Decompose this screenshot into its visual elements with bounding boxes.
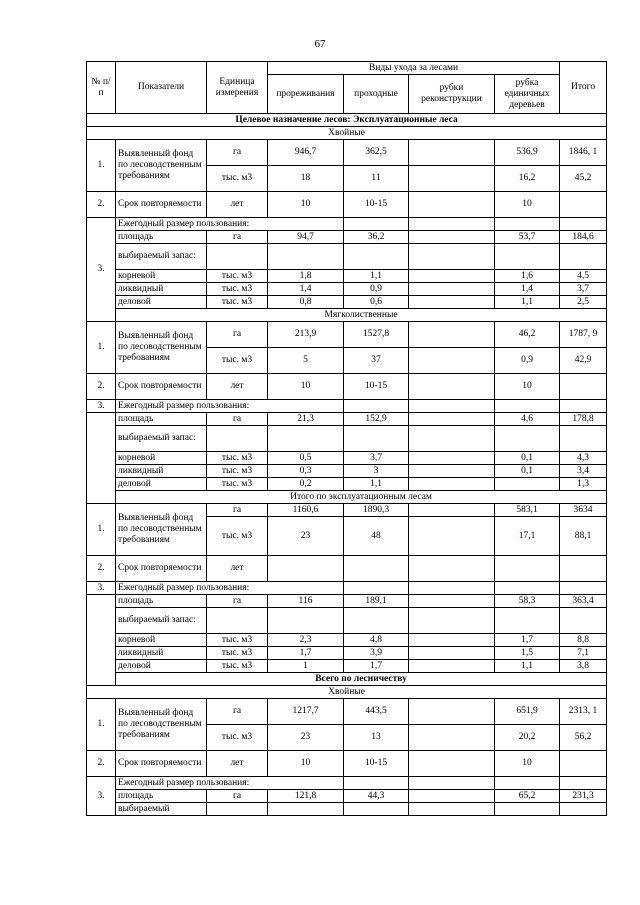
value-cell [409, 556, 495, 582]
row-number: 2. [87, 192, 116, 218]
value-cell [409, 725, 495, 751]
unit-cell: тыс. м3 [207, 452, 268, 465]
row-number: 3. [87, 400, 116, 413]
header-single-trees: рубка единичных деревьев [495, 75, 560, 114]
value-cell [495, 478, 560, 491]
total-cell [560, 192, 607, 218]
value-cell: 1,7 [495, 634, 560, 647]
value-cell: 121,8 [268, 790, 344, 803]
total-cell: 42,9 [560, 348, 607, 374]
total-cell: 231,3 [560, 790, 607, 803]
total-cell [560, 374, 607, 400]
value-cell: 0,1 [495, 465, 560, 478]
total-cell: 88,1 [560, 517, 607, 556]
value-cell: 362,5 [344, 140, 409, 166]
total-cell: 1,3 [560, 478, 607, 491]
row-number: 3. [87, 777, 116, 816]
value-cell: 58,3 [495, 595, 560, 608]
header-reconstruction: рубки реконструкции [409, 75, 495, 114]
row-label: корневой [116, 634, 207, 647]
unit-cell: лет [207, 192, 268, 218]
value-cell: 17,1 [495, 517, 560, 556]
value-cell: 10 [268, 374, 344, 400]
total-cell: 56,2 [560, 725, 607, 751]
row-label: ликвидный [116, 283, 207, 296]
value-cell: 23 [268, 725, 344, 751]
value-cell [268, 556, 344, 582]
unit-cell: тыс. м3 [207, 660, 268, 673]
header-thinning: прореживания [268, 75, 344, 114]
unit-cell: тыс. м3 [207, 348, 268, 374]
row-number: 2. [87, 374, 116, 400]
value-cell: 36,2 [344, 231, 409, 244]
row-label: Выявленный фонд по лесоводственным требованиям [116, 699, 207, 751]
value-cell: 1,1 [495, 660, 560, 673]
unit-cell: тыс. м3 [207, 166, 268, 192]
value-cell: 443,5 [344, 699, 409, 725]
row-label: Ежегодный размер пользования: [116, 218, 344, 231]
total-cell: 8,8 [560, 634, 607, 647]
unit-cell: тыс. м3 [207, 634, 268, 647]
header-total: Итого [560, 62, 607, 114]
value-cell: 651,9 [495, 699, 560, 725]
unit-cell: тыс. м3 [207, 478, 268, 491]
value-cell: 152,9 [344, 413, 409, 426]
value-cell: 116 [268, 595, 344, 608]
unit-cell: га [207, 504, 268, 517]
unit-cell: тыс. м3 [207, 465, 268, 478]
unit-cell: тыс. м3 [207, 296, 268, 309]
unit-cell: тыс. м3 [207, 647, 268, 660]
value-cell [409, 517, 495, 556]
value-cell [409, 790, 495, 803]
value-cell [409, 270, 495, 283]
row-label: ликвидный [116, 647, 207, 660]
row-number: 1. [87, 504, 116, 556]
value-cell: 1,7 [268, 647, 344, 660]
value-cell: 583,1 [495, 504, 560, 517]
value-cell [409, 504, 495, 517]
value-cell [409, 231, 495, 244]
value-cell [409, 595, 495, 608]
section-title: Целевое назначение лесов: Эксплуатационные леса [87, 114, 607, 127]
unit-cell: тыс. м3 [207, 517, 268, 556]
value-cell [409, 413, 495, 426]
total-cell: 1846, 1 [560, 140, 607, 166]
total-cell: 45,2 [560, 166, 607, 192]
value-cell: 536,9 [495, 140, 560, 166]
value-cell: 10 [495, 374, 560, 400]
unit-cell: га [207, 231, 268, 244]
value-cell [409, 374, 495, 400]
value-cell: 23 [268, 517, 344, 556]
group-title: Мягколиственные [116, 309, 607, 322]
value-cell: 10 [495, 192, 560, 218]
value-cell: 1527,8 [344, 322, 409, 348]
forest-care-table [86, 61, 607, 816]
row-label: площадь [116, 231, 207, 244]
row-number: 3. [87, 218, 116, 322]
total-cell: 363,4 [560, 595, 607, 608]
row-number: 1. [87, 699, 116, 751]
total-cell: 178,8 [560, 413, 607, 426]
value-cell [409, 140, 495, 166]
value-cell: 189,1 [344, 595, 409, 608]
value-cell: 1,1 [344, 270, 409, 283]
total-cell: 3,7 [560, 283, 607, 296]
value-cell: 1,8 [268, 270, 344, 283]
value-cell: 0,5 [268, 452, 344, 465]
value-cell: 0,3 [268, 465, 344, 478]
row-label: Ежегодный размер пользования: [116, 582, 344, 595]
value-cell: 13 [344, 725, 409, 751]
value-cell: 10-15 [344, 751, 409, 777]
header-unit: Единица измерения [207, 62, 268, 114]
value-cell: 10-15 [344, 374, 409, 400]
row-label: площадь [116, 595, 207, 608]
value-cell [495, 556, 560, 582]
value-cell: 0,1 [495, 452, 560, 465]
row-label: Выявленный фонд по лесоводственным требованиям [116, 140, 207, 192]
value-cell: 2,3 [268, 634, 344, 647]
total-cell: 1787, 9 [560, 322, 607, 348]
total-cell: 3634 [560, 504, 607, 517]
value-cell: 1,1 [344, 478, 409, 491]
unit-cell: тыс. м3 [207, 270, 268, 283]
value-cell [409, 699, 495, 725]
unit-cell: га [207, 140, 268, 166]
value-cell: 1,4 [268, 283, 344, 296]
value-cell: 48 [344, 517, 409, 556]
section-title: Всего по лесничеству [116, 673, 607, 686]
unit-cell: лет [207, 374, 268, 400]
value-cell: 3,9 [344, 647, 409, 660]
row-label: Срок повторяемости [116, 192, 207, 218]
value-cell: 94,7 [268, 231, 344, 244]
value-cell [409, 465, 495, 478]
value-cell [409, 452, 495, 465]
value-cell: 11 [344, 166, 409, 192]
total-cell [560, 751, 607, 777]
value-cell [409, 192, 495, 218]
value-cell: 1,6 [495, 270, 560, 283]
row-label: Срок повторяемости [116, 556, 207, 582]
value-cell [409, 634, 495, 647]
value-cell: 53,7 [495, 231, 560, 244]
value-cell: 10 [268, 751, 344, 777]
value-cell: 1890,3 [344, 504, 409, 517]
value-cell: 1,5 [495, 647, 560, 660]
row-number: 1. [87, 322, 116, 374]
row-label: Срок повторяемости [116, 751, 207, 777]
value-cell: 0,9 [344, 283, 409, 296]
row-label: выбираемый [116, 803, 207, 816]
value-cell [409, 751, 495, 777]
value-cell: 1 [268, 660, 344, 673]
unit-cell: лет [207, 751, 268, 777]
value-cell: 1160,6 [268, 504, 344, 517]
total-cell: 184,6 [560, 231, 607, 244]
value-cell: 3,7 [344, 452, 409, 465]
value-cell: 18 [268, 166, 344, 192]
value-cell: 16,2 [495, 166, 560, 192]
total-cell [560, 556, 607, 582]
value-cell: 0,9 [495, 348, 560, 374]
unit-cell: га [207, 790, 268, 803]
row-label: деловой [116, 660, 207, 673]
value-cell: 0,6 [344, 296, 409, 309]
header-num: № п/п [87, 62, 116, 114]
unit-cell: лет [207, 556, 268, 582]
value-cell: 1217,7 [268, 699, 344, 725]
value-cell: 213,9 [268, 322, 344, 348]
total-cell: 7,1 [560, 647, 607, 660]
row-label: Выявленный фонд по лесоводственным требованиям [116, 322, 207, 374]
value-cell: 4,8 [344, 634, 409, 647]
row-label: корневой [116, 270, 207, 283]
header-types: Виды ухода за лесами [268, 62, 560, 75]
row-number: 2. [87, 556, 116, 582]
total-cell: 3,8 [560, 660, 607, 673]
value-cell: 37 [344, 348, 409, 374]
row-label: корневой [116, 452, 207, 465]
row-label: Ежегодный размер пользования: [116, 400, 344, 413]
row-number: 1. [87, 140, 116, 192]
value-cell [409, 296, 495, 309]
row-label: Ежегодный размер пользования: [116, 777, 344, 790]
value-cell [344, 556, 409, 582]
total-cell: 4,5 [560, 270, 607, 283]
value-cell: 10-15 [344, 192, 409, 218]
value-cell: 10 [495, 751, 560, 777]
value-cell [409, 478, 495, 491]
value-cell [409, 322, 495, 348]
unit-cell: тыс. м3 [207, 283, 268, 296]
row-number: 3. [87, 582, 116, 595]
row-label: выбираемый запас: [116, 244, 207, 270]
value-cell: 946,7 [268, 140, 344, 166]
group-title: Хвойные [87, 686, 607, 699]
row-number: 2. [87, 751, 116, 777]
value-cell: 21,3 [268, 413, 344, 426]
value-cell [409, 166, 495, 192]
row-label: площадь [116, 790, 207, 803]
row-label: Выявленный фонд по лесоводственным требованиям [116, 504, 207, 556]
value-cell: 44,3 [344, 790, 409, 803]
row-label: деловой [116, 478, 207, 491]
unit-cell: га [207, 413, 268, 426]
header-indicator: Показатели [116, 62, 207, 114]
unit-cell: га [207, 322, 268, 348]
value-cell: 0,2 [268, 478, 344, 491]
value-cell: 4,6 [495, 413, 560, 426]
value-cell: 65,2 [495, 790, 560, 803]
group-title: Итого по эксплуатационным лесам [116, 491, 607, 504]
value-cell: 0,8 [268, 296, 344, 309]
value-cell: 10 [268, 192, 344, 218]
value-cell: 5 [268, 348, 344, 374]
value-cell: 1,7 [344, 660, 409, 673]
group-title: Хвойные [87, 127, 607, 140]
row-label: выбираемый запас: [116, 608, 207, 634]
page-number: 67 [314, 38, 326, 50]
value-cell [409, 660, 495, 673]
row-label: ликвидный [116, 465, 207, 478]
value-cell [409, 647, 495, 660]
total-cell: 2,5 [560, 296, 607, 309]
total-cell: 4,3 [560, 452, 607, 465]
unit-cell: тыс. м3 [207, 725, 268, 751]
value-cell [409, 283, 495, 296]
row-label: Срок повторяемости [116, 374, 207, 400]
value-cell: 46,2 [495, 322, 560, 348]
value-cell: 1,1 [495, 296, 560, 309]
value-cell [409, 348, 495, 374]
value-cell: 1,4 [495, 283, 560, 296]
row-label: площадь [116, 413, 207, 426]
row-label: выбираемый запас: [116, 426, 207, 452]
total-cell: 3,4 [560, 465, 607, 478]
header-passage: проходные [344, 75, 409, 114]
unit-cell: га [207, 595, 268, 608]
value-cell: 3 [344, 465, 409, 478]
total-cell: 2313, 1 [560, 699, 607, 725]
value-cell: 20,2 [495, 725, 560, 751]
unit-cell: га [207, 699, 268, 725]
row-label: деловой [116, 296, 207, 309]
